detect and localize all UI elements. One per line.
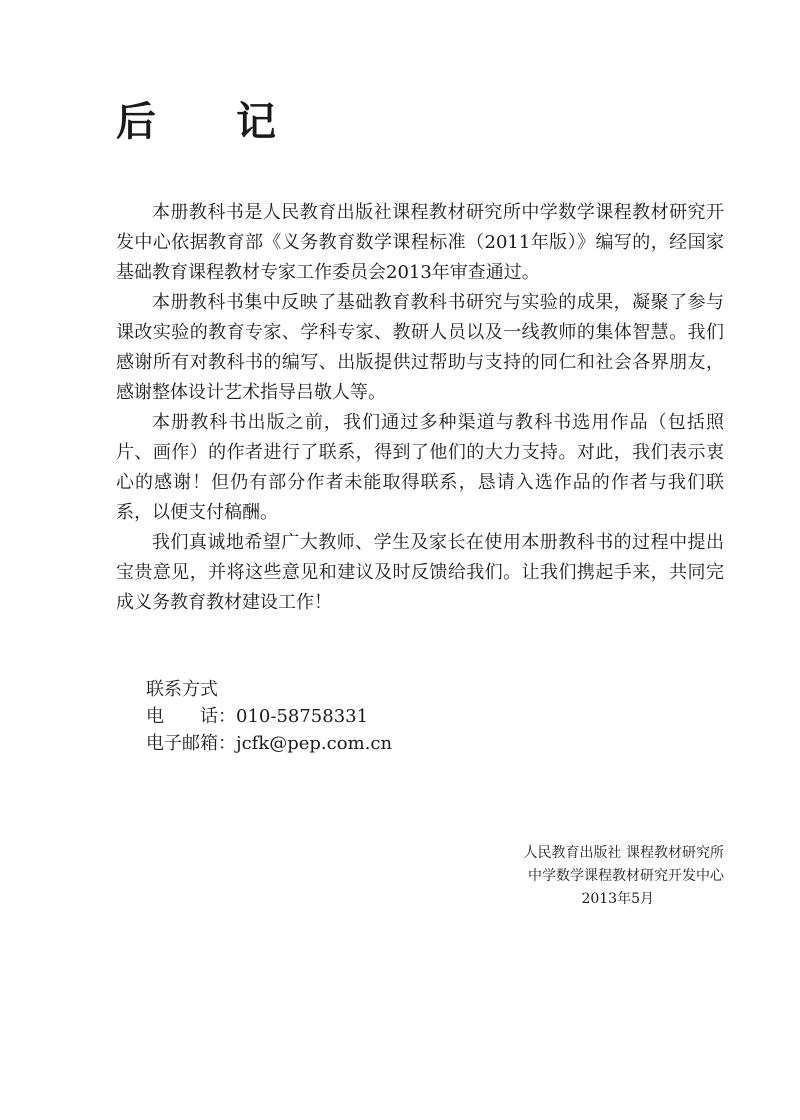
contact-phone: 电 话：010-58758331 [146,706,369,727]
contact-heading: 联系方式 [146,679,218,700]
paragraph-3: 本册教科书出版之前，我们通过多种渠道与教科书选用作品（包括照片、画作）的作者进行了联系，得到了他们的大力支持。对此，我们表示衷心的感谢！但仍有部分作者未能取得联系，恳请入选作品的作者与我们联系，以便支付稿酬。 [116,412,724,523]
contact-email: jcfk@pep.com.cn [236,733,393,754]
signature-block [524,842,724,911]
signature-date: 2013年5月 [581,891,654,907]
paragraph-1: 本册教科书是人民教育出版社课程教材研究所中学数学课程教材研究开发中心依据教育部《义务教育数学课程标准（2011年版）》编写的，经国家基础教育课程教材专家工作委员会2013年审查通过。 [116,202,724,283]
contact-email-row [146,730,392,757]
signature-center: 中学数学课程教材研究开发中心 [528,868,724,884]
contact-info [146,676,392,757]
page-title: 后 记 [116,98,296,145]
afterword-body [116,198,724,618]
contact-email-label: 电子邮箱： [146,733,236,754]
signature-publisher: 人民教育出版社 课程教材研究所 [523,845,724,861]
paragraph-4: 我们真诚地希望广大教师、学生及家长在使用本册教科书的过程中提出宝贵意见，并将这些意见和建议及时反馈给我们。让我们携起手来，共同完成义务教育教材建设工作！ [116,532,724,613]
paragraph-2: 本册教科书集中反映了基础教育教科书研究与实验的成果，凝聚了参与课改实验的教育专家、学科专家、教研人员以及一线教师的集体智慧。我们感谢所有对教科书的编写、出版提供过帮助与支持的同仁和社会各界朋友，感谢整体设计艺术指导吕敬人等。 [116,292,724,403]
